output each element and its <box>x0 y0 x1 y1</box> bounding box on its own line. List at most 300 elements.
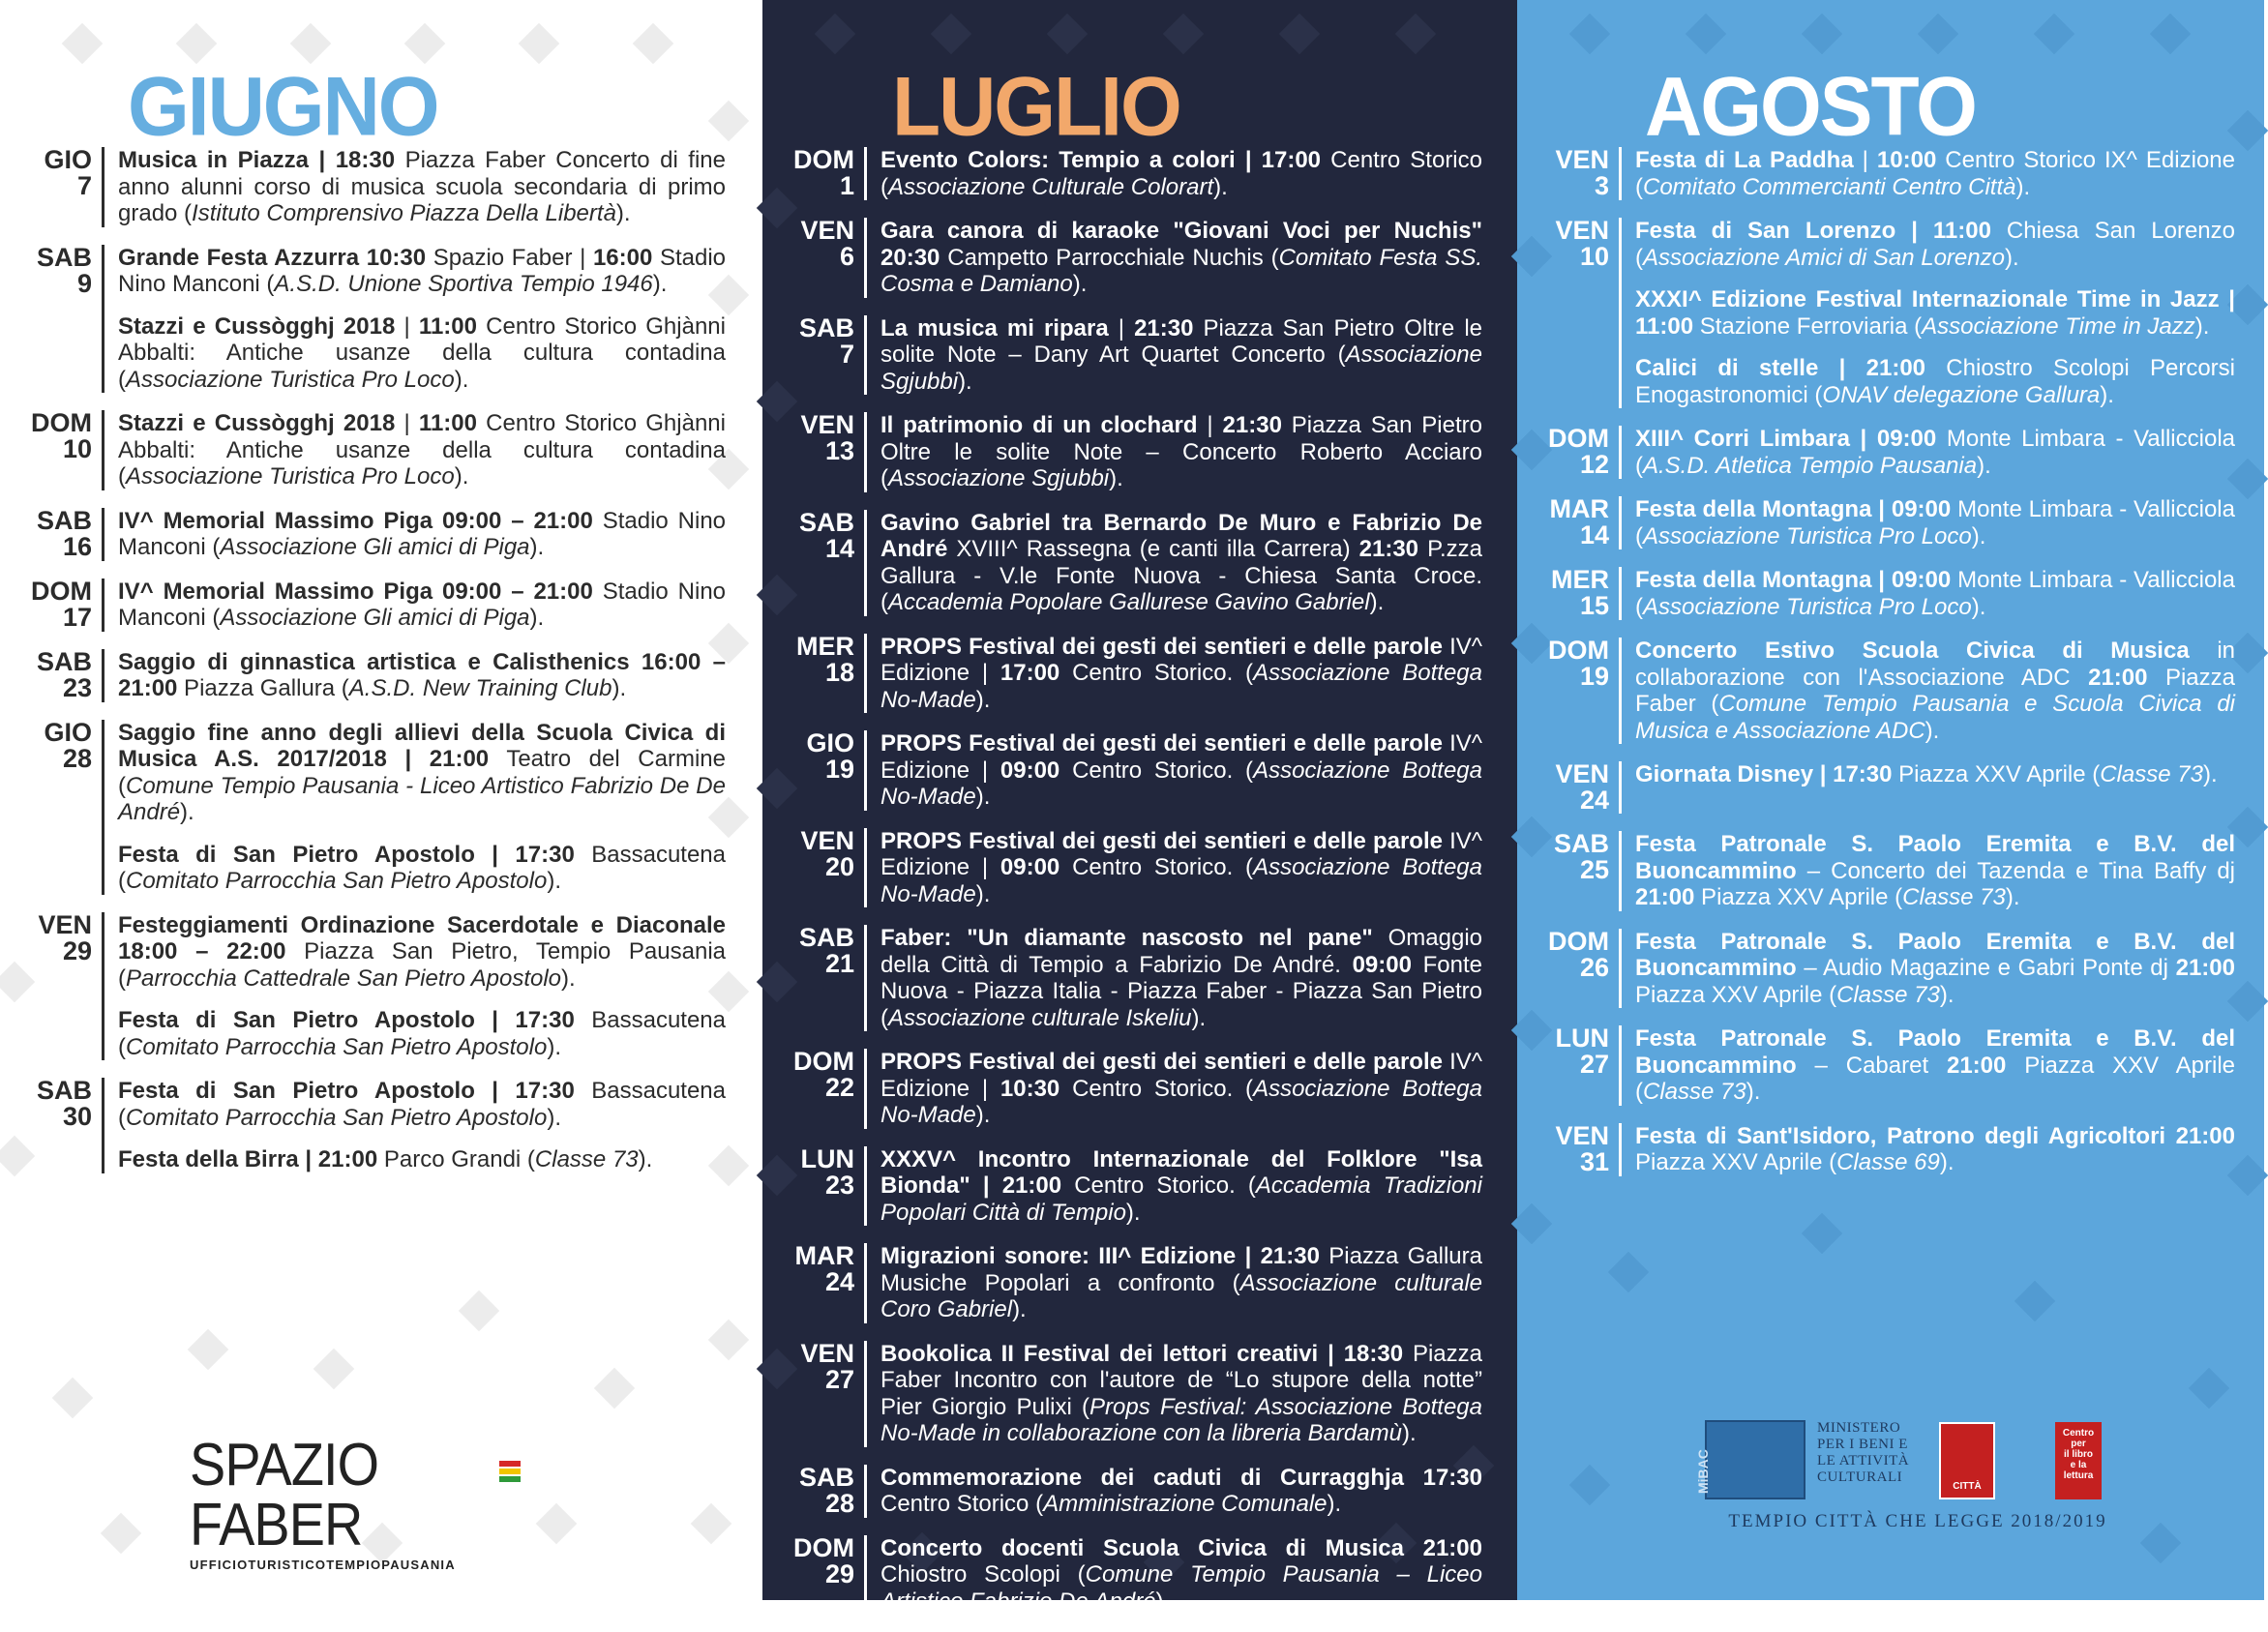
event-title-segment: 21:30 <box>1134 314 1194 341</box>
event-day-number: 10 <box>62 434 92 463</box>
event-title-segment: Saggio fine anno degli allievi della Scuola Civica di Musica A.S. 2017/2018 | 21:00 <box>118 719 726 772</box>
event-text-segment <box>433 579 442 605</box>
event-description <box>880 828 1482 908</box>
event-text-segment: Centro Storico. ( <box>1059 660 1254 686</box>
event-organizer-segment: A.S.D. Unione Sportiva Tempio 1946 <box>274 271 653 297</box>
event-entry <box>29 505 727 561</box>
event-description <box>1635 1123 2235 1176</box>
event-title-segment: XXXV^ Incontro Internazionale del Folklore "Isa Bionda" | 21:00 <box>880 1145 1482 1199</box>
event-organizer-segment: Associazione Gli amici di Piga <box>220 534 530 560</box>
event-date <box>1546 496 1622 549</box>
event-day-number: 27 <box>1579 1050 1609 1079</box>
event-text-segment: Piazza XXV Aprile ( <box>1635 1149 1837 1175</box>
event-text-segment: ). <box>2005 884 2020 910</box>
event-details <box>1622 831 2235 911</box>
event-entry <box>29 646 727 702</box>
event-text-segment: ). <box>1401 1420 1417 1446</box>
event-entry <box>29 576 727 632</box>
event-title-segment: Il patrimonio di un clochard <box>880 412 1198 438</box>
event-date <box>791 730 867 811</box>
event-organizer-segment: Comune Tempio Pausania e Scuola Civica di Musica e Associazione ADC <box>1635 691 2235 744</box>
event-text-segment: ). <box>2004 244 2019 271</box>
event-description <box>1635 286 2235 340</box>
event-day-number: 10 <box>1579 242 1609 271</box>
event-organizer-segment: Comitato Parrocchia San Pietro Apostolo <box>126 868 548 894</box>
event-date <box>791 825 867 908</box>
event-description <box>880 412 1482 492</box>
event-text-segment: Centro Storico. ( <box>1059 1075 1254 1102</box>
event-entry <box>791 412 1482 492</box>
event-date <box>1546 638 1622 744</box>
event-title-segment: Festa di San Pietro Apostolo | 17:30 <box>118 1078 575 1104</box>
event-weekday: VEN <box>800 1338 854 1368</box>
column-giugno <box>0 0 762 1600</box>
event-details <box>867 412 1482 492</box>
event-entry <box>791 925 1482 1031</box>
event-description <box>880 634 1482 714</box>
event-title-segment: 11:00 <box>418 410 477 436</box>
event-title-segment: 09:00 – 21:00 <box>441 578 593 605</box>
mibac-abbr: MiBAC <box>1695 1449 1711 1494</box>
event-title-segment: Migrazioni sonore: III^ Edizione | 21:30 <box>880 1243 1320 1269</box>
event-details <box>1622 638 2235 744</box>
mibac-logo <box>1695 1420 1805 1499</box>
event-details <box>104 649 726 702</box>
event-title-segment: 10:30 <box>366 244 427 271</box>
event-date <box>29 646 104 702</box>
event-entry <box>29 909 727 1061</box>
event-weekday: DOM <box>793 1047 854 1076</box>
sponsor-logos <box>1695 1418 2131 1554</box>
event-description <box>880 1465 1482 1518</box>
event-details <box>867 1049 1482 1129</box>
event-text-segment: IV^ Edizione | <box>880 827 1483 880</box>
event-description <box>880 1146 1482 1227</box>
event-organizer-segment: Comune Tempio Pausania - Liceo Artistico Fabrizio De De André <box>118 772 726 825</box>
event-details <box>104 245 726 394</box>
event-description <box>118 1007 726 1060</box>
event-title-segment: Saggio di ginnastica artistica e Calisthenics <box>118 648 630 675</box>
event-date <box>29 576 104 632</box>
diamond-pattern-icon <box>519 23 559 64</box>
event-day-number: 3 <box>1594 171 1609 200</box>
event-organizer-segment: Comitato Parrocchia San Pietro Apostolo <box>126 1033 548 1060</box>
event-day-number: 25 <box>1579 855 1609 884</box>
event-organizer-segment: Associazione culturale Coro Gabriel <box>880 1269 1483 1322</box>
diamond-pattern-icon <box>2227 110 2268 151</box>
event-text-segment: ). <box>454 366 469 393</box>
event-details <box>867 1243 1482 1323</box>
event-description <box>880 147 1482 200</box>
event-weekday: DOM <box>793 145 854 174</box>
event-date <box>1546 218 1622 408</box>
event-organizer-segment: ONAV delegazione Gallura <box>1822 381 2101 408</box>
event-details <box>867 730 1482 811</box>
event-text-segment: XVIII^ Rassegna (e canti illa Carrera) <box>947 536 1359 562</box>
event-title-segment: Festa della Birra | 21:00 <box>118 1146 378 1172</box>
event-text-segment: – Cabaret <box>1796 1052 1947 1079</box>
event-day-number: 26 <box>1579 952 1609 982</box>
event-description <box>1635 355 2235 408</box>
event-description <box>118 508 726 561</box>
event-text-segment: Centro Storico Ghjànni Abbalti: Antiche usanze della cultura contadina ( <box>118 410 726 490</box>
event-day-number: 12 <box>1579 450 1609 479</box>
event-text-segment: ). <box>1072 271 1088 297</box>
event-description <box>1635 567 2235 620</box>
diamond-pattern-icon <box>815 14 855 54</box>
event-description <box>1635 496 2235 549</box>
event-text-segment: IV^ Edizione | <box>880 1049 1483 1102</box>
event-details <box>867 828 1482 908</box>
event-title-segment: 21:00 <box>2088 664 2148 691</box>
event-text-segment: | <box>395 410 419 436</box>
event-title-segment: 21:30 <box>1358 536 1419 562</box>
event-organizer-segment: Associazione Sgjubbi <box>880 341 1482 395</box>
diamond-pattern-icon <box>188 1329 228 1370</box>
event-text-segment: Centro Storico. ( <box>1061 1172 1256 1199</box>
event-title-segment: Festa della Montagna | 09:00 <box>1635 496 1952 522</box>
event-day-number: 24 <box>824 1267 854 1296</box>
event-weekday: SAB <box>798 923 854 952</box>
event-text-segment: ). <box>975 784 991 810</box>
event-weekday: SAB <box>36 646 92 676</box>
diamond-pattern-icon <box>1569 1465 1610 1505</box>
ministero-line: PER I BENI E <box>1817 1437 1908 1452</box>
event-date <box>29 410 104 490</box>
event-date <box>791 631 867 714</box>
event-text-segment: ). <box>1327 1491 1342 1517</box>
event-title-segment: 17:00 <box>1000 660 1060 686</box>
event-description <box>1635 218 2235 271</box>
event-description <box>1635 426 2235 479</box>
diamond-pattern-icon <box>1918 14 1958 54</box>
event-text-segment: Chiostro Scolopi Percorsi Enogastronomici ( <box>1635 355 2236 408</box>
event-entry <box>1546 761 2235 814</box>
event-details <box>867 634 1482 714</box>
diamond-pattern-icon <box>1802 14 1842 54</box>
event-entry <box>29 1078 726 1173</box>
event-title-segment: Concerto docenti Scuola Civica di Musica <box>880 1534 1404 1561</box>
event-entry <box>791 730 1482 811</box>
event-title-segment: IV^ Memorial Massimo Piga <box>118 507 433 534</box>
event-title-segment: Festa di Sant'Isidoro, Patrono degli Agricoltori <box>1635 1122 2166 1149</box>
event-text-segment: ). <box>547 868 561 894</box>
event-details <box>1622 1025 2235 1106</box>
event-date <box>791 1338 867 1447</box>
diamond-pattern-icon <box>52 1378 93 1418</box>
event-text-segment: Chiostro Scolopi ( <box>880 1561 1086 1587</box>
event-day-number: 28 <box>62 743 92 773</box>
event-date <box>791 312 867 396</box>
event-text-segment: ). <box>529 534 545 560</box>
event-list <box>791 147 1482 1632</box>
event-title-segment: 18:00 – 22:00 <box>118 938 286 964</box>
ministero-line: CULTURALI <box>1817 1469 1903 1485</box>
event-text-segment: ). <box>1155 1587 1171 1615</box>
event-text-segment: Centro Storico Ghjànni Abbalti: Antiche usanze della cultura contadina ( <box>118 312 726 393</box>
event-text-segment <box>433 508 442 534</box>
event-description <box>118 720 726 826</box>
event-details <box>104 912 726 1061</box>
event-text-segment: IV^ Edizione | <box>880 730 1483 784</box>
event-organizer-segment: Props Festival: Associazione Bottega No-Made in collaborazione con la libreria Bardamù <box>880 1393 1482 1446</box>
event-title-segment: PROPS Festival dei gesti dei sentieri e delle parole <box>880 827 1443 854</box>
event-weekday: LUN <box>1555 1024 1609 1053</box>
event-title-segment: 16:00 <box>592 244 653 271</box>
event-description <box>118 842 726 895</box>
event-weekday: MAR <box>794 1241 854 1270</box>
event-day-number: 27 <box>824 1364 854 1394</box>
event-weekday: SAB <box>1553 829 1609 858</box>
event-text-segment: ). <box>561 964 576 992</box>
event-day-number: 30 <box>62 1102 92 1131</box>
event-title-segment: Festeggiamenti Ordinazione Sacerdotale e Diaconale <box>118 911 726 938</box>
event-entry <box>791 218 1482 298</box>
event-details <box>867 218 1482 298</box>
event-entry <box>29 410 726 490</box>
event-day-number: 14 <box>824 533 854 563</box>
event-title-segment: 21:30 <box>1222 412 1282 438</box>
spazio-faber-logo <box>190 1432 567 1572</box>
event-text-segment: Piazza San Pietro Oltre le solite Note – Concerto Roberto Acciaro ( <box>880 412 1482 491</box>
event-text-segment: Bassacutena ( <box>118 1007 727 1060</box>
event-title-segment: 17:30 <box>1422 1464 1482 1491</box>
event-details <box>104 508 726 561</box>
event-description <box>880 925 1482 1031</box>
centro-libro-logo <box>2055 1422 2102 1499</box>
event-entry <box>1546 831 2235 911</box>
event-text-segment: ). <box>975 1102 991 1128</box>
event-entry <box>791 312 1482 396</box>
event-description <box>880 218 1482 298</box>
event-date <box>1546 1025 1622 1106</box>
event-text-segment: Piazza XXV Aprile ( <box>1694 884 1903 910</box>
column-agosto <box>1517 0 2264 1600</box>
event-text-segment <box>1404 1535 1423 1561</box>
event-text-segment: ). <box>2100 381 2114 408</box>
event-text-segment: Piazza Gallura ( <box>177 675 349 701</box>
event-day-number: 14 <box>1579 520 1609 549</box>
event-entry <box>1546 567 2235 620</box>
event-description <box>1635 929 2235 1009</box>
diamond-pattern-icon <box>708 1320 749 1360</box>
event-weekday: MER <box>1551 565 1609 594</box>
event-title-segment: Giornata Disney | 17:30 <box>1635 761 1893 787</box>
event-organizer-segment: Associazione Turistica Pro Loco <box>126 366 455 393</box>
event-text-segment: Stadio Nino Manconi ( <box>118 578 727 631</box>
event-text-segment: Stadio Nino Manconi ( <box>118 507 727 560</box>
event-text-segment: Teatro del Carmine ( <box>118 746 726 799</box>
event-text-segment: | <box>1197 412 1223 438</box>
event-details <box>867 315 1482 396</box>
event-text-segment: Piazza San Pietro, Tempio Pausania ( <box>118 938 727 992</box>
event-organizer-segment: A.S.D. New Training Club <box>348 675 612 701</box>
event-organizer-segment: Classe 73 <box>534 1146 639 1172</box>
event-text-segment: Campetto Parrocchiale Nuchis ( <box>940 244 1279 271</box>
event-text-segment: Bassacutena ( <box>118 1078 727 1131</box>
event-organizer-segment: Classe 69 <box>1836 1149 1940 1175</box>
event-description <box>880 1341 1482 1447</box>
event-organizer-segment: Classe 73 <box>2100 761 2203 787</box>
event-details <box>867 1341 1482 1447</box>
event-text-segment: ). <box>652 271 668 297</box>
event-entry <box>791 1049 1482 1129</box>
event-day-number: 23 <box>62 672 92 702</box>
event-day-number: 19 <box>824 755 854 784</box>
centro-line: e la <box>2070 1460 2087 1470</box>
event-text-segment: Piazza Faber Incontro con l'autore de “Lo stupore della notte” Pier Giorgio Pulixi ( <box>880 1340 1482 1420</box>
event-date <box>29 505 104 561</box>
event-entry <box>791 825 1483 908</box>
event-text-segment: ). <box>638 1146 653 1172</box>
event-date <box>1546 147 1622 200</box>
centro-line: lettura <box>2063 1470 2094 1481</box>
diamond-pattern-icon <box>62 23 103 64</box>
column-luglio <box>762 0 1517 1615</box>
event-title-segment: Gavino Gabriel tra Bernardo De Muro e Fabrizio De André <box>880 509 1482 562</box>
event-details <box>867 1465 1482 1518</box>
event-title-segment: XXXI^ Edizione Festival Internazionale Time in Jazz | 11:00 <box>1635 286 2235 340</box>
diamond-pattern-icon <box>1686 14 1726 54</box>
event-entry <box>29 717 727 895</box>
event-day-number: 23 <box>824 1170 854 1200</box>
event-date <box>1546 926 1622 1009</box>
event-date <box>791 147 867 200</box>
event-details <box>104 720 726 895</box>
event-date <box>791 925 867 1031</box>
event-text-segment: Chiesa San Lorenzo ( <box>1635 218 2235 271</box>
event-description <box>880 730 1482 811</box>
event-organizer-segment: Associazione Bottega No-Made <box>880 1075 1482 1128</box>
event-day-number: 6 <box>839 242 854 271</box>
event-text-segment: ). <box>975 880 991 907</box>
event-text-segment: – Audio Magazine e Gabri Ponte dj <box>1796 955 2176 981</box>
event-weekday: MAR <box>1549 494 1609 523</box>
event-day-number: 1 <box>839 171 854 200</box>
event-day-number: 31 <box>1579 1146 1609 1176</box>
month-title: AGOSTO <box>1645 60 1976 154</box>
event-date <box>791 1243 867 1323</box>
event-organizer-segment: Classe 73 <box>1643 1079 1746 1105</box>
event-title-segment: Concerto Estivo Scuola Civica di Musica <box>1635 638 2190 664</box>
event-title-segment: 10:30 <box>1000 1075 1060 1102</box>
event-weekday: VEN <box>1555 145 1609 174</box>
event-entry <box>1546 1025 2235 1106</box>
event-text-segment: ). <box>1012 1296 1027 1322</box>
event-description <box>1635 1025 2235 1106</box>
event-text-segment: IV^ Edizione | <box>880 633 1483 686</box>
event-title-segment: 21:00 <box>1422 1534 1482 1561</box>
event-text-segment: Centro Storico. ( <box>1059 757 1254 784</box>
event-weekday: DOM <box>1548 636 1609 665</box>
event-organizer-segment: Associazione Sgjubbi <box>888 465 1110 491</box>
tempio-citta-che-legge: TEMPIO CITTÀ CHE LEGGE 2018/2019 <box>1728 1511 2107 1531</box>
event-text-segment: ). <box>1109 465 1123 491</box>
event-title-segment: PROPS Festival dei gesti dei sentieri e delle parole <box>880 1049 1443 1075</box>
event-text-segment: ). <box>975 686 991 713</box>
event-title-segment: 16:00 – 21:00 <box>118 648 727 701</box>
event-organizer-segment: Associazione Culturale Colorart <box>888 173 1214 200</box>
ministero-line: MINISTERO <box>1817 1420 1901 1436</box>
event-description <box>118 912 726 993</box>
event-weekday: VEN <box>38 909 92 939</box>
event-organizer-segment: Accademia Tradizioni Popolari Città di Tempio <box>880 1172 1482 1226</box>
event-title-segment: Festa di La Paddha <box>1635 147 1854 173</box>
event-text-segment: ). <box>547 1033 561 1060</box>
event-organizer-segment: Comitato Parrocchia San Pietro Apostolo <box>126 1104 548 1131</box>
event-text-segment: ). <box>1977 452 1991 479</box>
event-entry <box>1546 926 2235 1009</box>
flag-bars-icon <box>499 1461 521 1490</box>
event-date <box>791 218 867 298</box>
month-title: GIUGNO <box>128 60 438 154</box>
event-date <box>791 412 867 492</box>
event-date <box>29 909 104 1061</box>
event-details <box>1622 218 2235 408</box>
event-title-segment: Festa Patronale S. Paolo Eremita e B.V. del Buoncammino <box>1635 928 2235 981</box>
event-title-segment: 21:00 <box>1946 1052 2007 1079</box>
event-day-number: 21 <box>824 949 854 978</box>
event-weekday: DOM <box>1548 424 1609 453</box>
event-entry <box>791 1243 1482 1323</box>
event-text-segment: in collaborazione con l'Associazione ADC <box>1635 638 2235 691</box>
centro-line: per <box>2071 1439 2086 1449</box>
diamond-pattern-icon <box>633 23 673 64</box>
event-day-number: 17 <box>62 602 92 632</box>
event-title-segment: 11:00 <box>418 312 477 340</box>
centro-line: il libro <box>2064 1449 2093 1460</box>
event-day-number: 24 <box>1579 786 1609 815</box>
event-organizer-segment: Associazione Bottega No-Made <box>880 854 1482 907</box>
event-details <box>867 925 1482 1031</box>
event-description <box>1635 147 2235 200</box>
event-entry <box>791 507 1482 616</box>
event-entry <box>791 631 1483 714</box>
event-weekday: GIO <box>806 728 854 757</box>
event-text-segment: Stazione Ferroviaria ( <box>1693 312 1923 340</box>
diamond-pattern-icon <box>1802 1213 1842 1254</box>
event-weekday: SAB <box>798 312 854 342</box>
spazio-faber-wordmark: SPAZIO FABER <box>190 1432 379 1558</box>
event-date <box>791 1049 867 1129</box>
event-day-number: 9 <box>76 268 92 298</box>
event-title-segment: Calici di stelle | 21:00 <box>1635 355 1926 381</box>
event-details <box>104 410 726 490</box>
event-day-number: 13 <box>824 436 854 465</box>
event-text-segment <box>1404 1465 1423 1491</box>
event-organizer-segment: A.S.D. Atletica Tempio Pausania <box>1643 452 1978 479</box>
event-organizer-segment: Associazione Time in Jazz <box>1922 312 2195 340</box>
event-text-segment: Monte Limbara - Vallicciola ( <box>1635 496 2235 549</box>
event-day-number: 16 <box>62 531 92 561</box>
event-date <box>29 717 104 895</box>
event-details <box>1622 761 2235 814</box>
event-date <box>1546 1120 1622 1176</box>
event-title-segment: 21:00 <box>2175 955 2235 981</box>
event-date <box>1546 761 1622 814</box>
event-text-segment: ). <box>612 675 627 701</box>
event-entry <box>791 1143 1482 1227</box>
event-text-segment: Fonte Nuova - Piazza Italia - Piazza Faber - Piazza San Pietro ( <box>880 951 1482 1031</box>
event-text-segment: ). <box>1971 593 1986 620</box>
event-title-segment: 10:00 <box>1876 147 1937 173</box>
event-weekday: SAB <box>798 1462 854 1492</box>
event-text-segment: Piazza XXV Aprile ( <box>1635 981 1837 1008</box>
event-weekday: GIO <box>44 717 92 747</box>
event-details <box>104 579 726 632</box>
event-day-number: 7 <box>76 171 92 200</box>
event-text-segment: ). <box>1191 1004 1207 1031</box>
